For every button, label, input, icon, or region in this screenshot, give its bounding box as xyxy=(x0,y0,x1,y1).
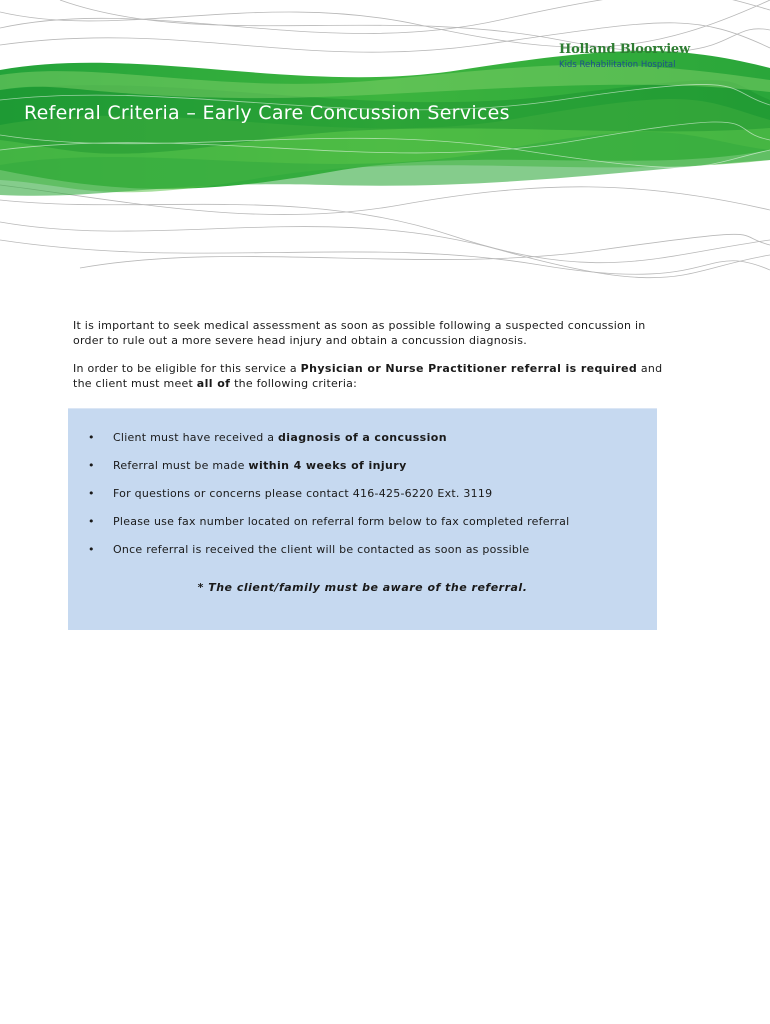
criteria-item-fax xyxy=(68,515,657,543)
intro-p2-all-of: all of xyxy=(196,377,231,390)
hospital-logo xyxy=(559,42,699,70)
intro-p2-referral-required: Physician or Nurse Practitioner referral is required xyxy=(300,362,638,375)
criteria-list xyxy=(68,431,657,571)
criteria-item-text xyxy=(113,431,447,445)
intro-p2-start: In order to be eligible for this service a xyxy=(73,362,301,375)
logo-subtitle: Kids Rehabilitation Hospital xyxy=(559,60,676,70)
bullet-icon: • xyxy=(88,487,95,500)
logo-name: Holland Bloorview xyxy=(559,42,690,57)
criteria-item-contact xyxy=(68,487,657,515)
criteria-item-text xyxy=(113,459,407,473)
awareness-note: * The client/family must be aware of the referral. xyxy=(197,581,528,594)
criteria-item-bold: diagnosis of a concussion xyxy=(277,431,447,444)
criteria-item-text: Once referral is received the client will be contacted as soon as possible xyxy=(113,543,530,556)
bullet-icon: • xyxy=(88,459,95,472)
intro-paragraph-1: It is important to seek medical assessment as soon as possible following a suspected concussion in order to rule out a more severe head injury and obtain a concussion diagnosis. xyxy=(73,319,646,347)
page-title: Referral Criteria – Early Care Concussion Services xyxy=(24,102,510,124)
criteria-item-plain: Referral must be made xyxy=(113,459,249,472)
criteria-item-text: Please use fax number located on referral form below to fax completed referral xyxy=(113,515,570,528)
intro-p2-end: the following criteria: xyxy=(230,377,358,390)
criteria-item-diagnosis xyxy=(68,431,657,459)
bullet-icon: • xyxy=(88,431,95,444)
intro-p2-middle: and the client must meet xyxy=(73,362,663,390)
criteria-item-bold: within 4 weeks of injury xyxy=(248,459,407,472)
intro-section xyxy=(73,318,663,404)
bullet-icon: • xyxy=(88,515,95,528)
criteria-item-plain: Client must have received a xyxy=(113,431,278,444)
criteria-item-timeframe xyxy=(68,459,657,487)
criteria-item-followup xyxy=(68,543,657,571)
criteria-item-text: For questions or concerns please contact 416-425-6220 Ext. 3119 xyxy=(113,487,493,500)
criteria-box xyxy=(68,408,657,630)
intro-paragraph-2 xyxy=(73,361,663,391)
bullet-icon: • xyxy=(88,543,95,556)
